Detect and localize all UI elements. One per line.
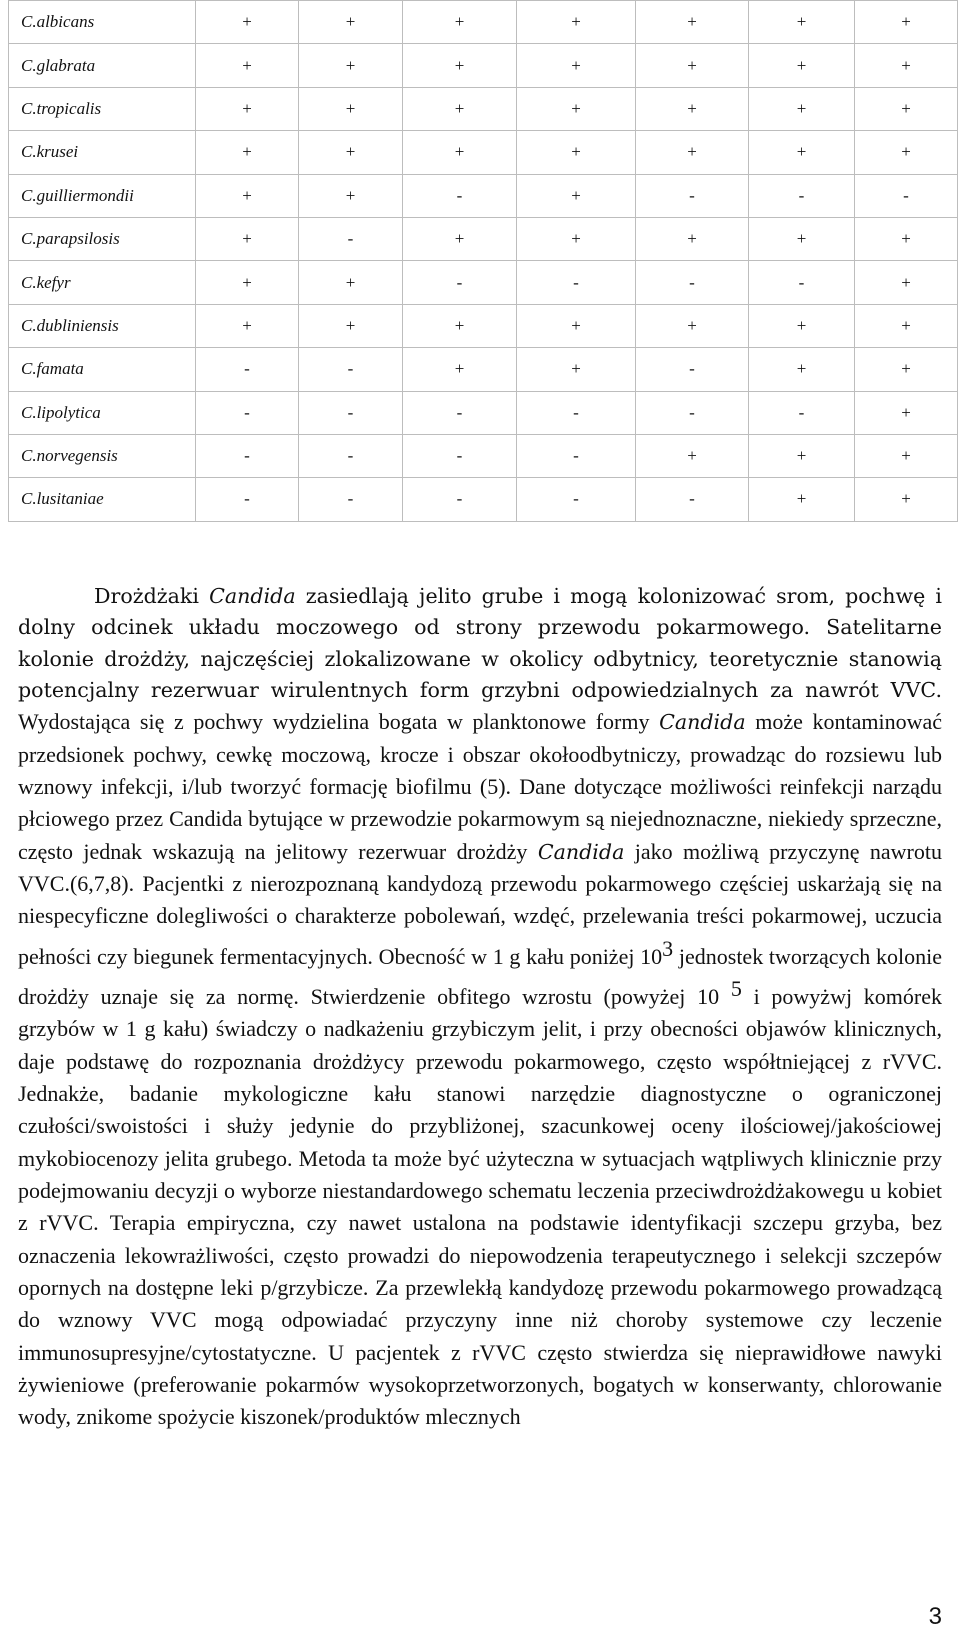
result-cell: + (855, 87, 958, 130)
result-cell: + (749, 348, 855, 391)
result-cell: - (636, 348, 749, 391)
result-cell: + (196, 87, 299, 130)
table-row (9, 87, 958, 130)
sentence-8: Metoda ta może być użyteczna w sytuacjach wątpliwych klinicznie przy podejmowaniu decyzji o wyborze niestandardowego schematu leczenia przeciwdrożdżakowegu u kobiet z rVVC. (18, 1145, 942, 1236)
result-cell: - (749, 261, 855, 304)
species-name: C.dubliniensis (9, 304, 196, 347)
result-cell: - (517, 261, 636, 304)
result-cell: + (403, 131, 517, 174)
candida-species-table (8, 0, 958, 522)
sentence-3c: jako możliwą przyczynę nawrotu VVC.(6,7,8). (18, 838, 942, 897)
result-cell: + (299, 1, 403, 44)
result-cell: + (299, 44, 403, 87)
result-cell: + (636, 131, 749, 174)
sentence-3a: Dane dotyczące możliwości reinfekcji narządu płciowego przez Candida bytujące w przewodzie pokarmowym są niejednoznaczne, niekiedy sprzeczne, często jednak wskazują na jelitowy rezerwuar drożdży (18, 774, 942, 864)
sentence-2a: Wydostająca się z pochwy wydzielina bogata w planktonowe formy (18, 709, 660, 735)
paragraph (18, 581, 942, 1434)
result-cell: - (636, 391, 749, 434)
genus-candida: Candida (537, 839, 625, 864)
result-cell: + (299, 261, 403, 304)
result-cell: + (855, 1, 958, 44)
result-cell: + (196, 1, 299, 44)
result-cell: + (299, 87, 403, 130)
result-cell: - (636, 174, 749, 217)
result-cell: - (403, 478, 517, 521)
species-name: C.norvegensis (9, 434, 196, 477)
sentence-1c: zasiedlają jelito grube i mogą kolonizować srom, pochwę i dolny odcinek układu moczowego od strony przewodu pokarmowego. Satelitarne kolonie drożdży, najczęściej zlokalizowane w okolicy odbytnicy, teoretycznie stanowią potencjalny rezerwuar wirulentnych form grzybni odpowiedzialnych za nawrót VVC. (18, 584, 943, 703)
result-cell: + (749, 434, 855, 477)
result-cell: + (403, 348, 517, 391)
table-row (9, 131, 958, 174)
result-cell: + (403, 217, 517, 260)
table-row (9, 348, 958, 391)
result-cell: + (517, 87, 636, 130)
result-cell: + (855, 478, 958, 521)
result-cell: - (299, 478, 403, 521)
result-cell: + (196, 174, 299, 217)
result-cell: + (855, 44, 958, 87)
table-body (9, 1, 958, 522)
sentence-6a: Stwierdzenie obfitego wzrostu (powyżej 10 (310, 983, 731, 1009)
result-cell: - (855, 174, 958, 217)
species-name: C.lusitaniae (9, 478, 196, 521)
table-row (9, 44, 958, 87)
result-cell: + (517, 217, 636, 260)
sentence-2c: może kontaminować przedsionek pochwy, cewkę moczową, krocze i obszar okołoodbytniczy, prowadząc do rozsiewu lub wznowy infekcji, i/lub tworzyć formację biofilmu (5). (18, 709, 942, 800)
sentence-5b: jednostek tworzących kolonie drożdży uznaje się za normę. (18, 943, 942, 1009)
result-cell: + (749, 304, 855, 347)
result-cell: + (855, 217, 958, 260)
result-cell: + (855, 131, 958, 174)
result-cell: + (636, 87, 749, 130)
genus-candida: Candida (209, 584, 296, 608)
result-cell: - (299, 434, 403, 477)
species-name: C.kefyr (9, 261, 196, 304)
sentence-4: Pacjentki z nierozpoznaną kandydozą przewodu pokarmowego częściej uskarżają się na niespecyficzne dolegliwości o charakterze pobolewań, wzdęć, przelewania treści pokarmowej, uczucia pełności czy biegunek fermentacyjnych. (18, 871, 942, 969)
result-cell: + (517, 131, 636, 174)
result-cell: + (196, 44, 299, 87)
result-cell: + (299, 304, 403, 347)
table-row (9, 434, 958, 477)
species-name: C.parapsilosis (9, 217, 196, 260)
sentence-10: Za przewlekłą kandydozę przewodu pokarmowego prowadzącą do wznowy VVC mogą odpowiadać przyczyny inne niż choroby systemowe czy leczenie immunosupresyjne/cytostatyczne. (18, 1274, 942, 1365)
species-name: C.lipolytica (9, 391, 196, 434)
genus-candida: Candida (659, 710, 746, 735)
result-cell: - (196, 391, 299, 434)
species-name: C.albicans (9, 1, 196, 44)
result-cell: + (517, 174, 636, 217)
page-number: 3 (928, 1603, 942, 1630)
table-row (9, 391, 958, 434)
result-cell: + (517, 304, 636, 347)
result-cell: + (636, 304, 749, 347)
body-text (18, 581, 942, 1434)
result-cell: - (403, 174, 517, 217)
result-cell: + (403, 1, 517, 44)
sentence-9: Terapia empiryczna, czy nawet ustalona na podstawie identyfikacji szczepu grzyba, bez oznaczenia lekowrażliwości, często prowadzi do niepowodzenia terapeutycznego i selekcji szczepów opornych na dostępne leki p/grzybicze. (18, 1210, 942, 1300)
species-name: C.famata (9, 348, 196, 391)
result-cell: + (196, 304, 299, 347)
result-cell: - (517, 434, 636, 477)
result-cell: - (403, 434, 517, 477)
result-cell: + (749, 217, 855, 260)
sentence-1a: Drożdżaki (94, 584, 210, 608)
sentence-5a: Obecność w 1 g kału poniżej 10 (378, 943, 663, 969)
table-row (9, 304, 958, 347)
result-cell: + (749, 131, 855, 174)
result-cell: + (403, 304, 517, 347)
result-cell: - (403, 391, 517, 434)
result-cell: + (636, 44, 749, 87)
result-cell: - (517, 391, 636, 434)
result-cell: - (749, 174, 855, 217)
result-cell: - (196, 478, 299, 521)
sentence-7: Jednakże, badanie mykologiczne kału stanowi narzędzie diagnostyczne o ograniczonej czułości/swoistości i służy jedynie do przybliżonej, szacunkowej oceny ilościowej/jakościowej mykobiocenozy jelita grubego. (18, 1080, 942, 1171)
result-cell: + (855, 391, 958, 434)
result-cell: + (299, 174, 403, 217)
species-name: C.tropicalis (9, 87, 196, 130)
result-cell: + (749, 1, 855, 44)
result-cell: - (636, 478, 749, 521)
result-cell: + (636, 434, 749, 477)
result-cell: + (749, 478, 855, 521)
result-cell: + (196, 131, 299, 174)
result-cell: + (636, 1, 749, 44)
result-cell: + (855, 304, 958, 347)
result-cell: - (196, 348, 299, 391)
result-cell: + (196, 217, 299, 260)
result-cell: + (196, 261, 299, 304)
result-cell: + (299, 131, 403, 174)
table-row (9, 478, 958, 521)
table-row (9, 174, 958, 217)
result-cell: - (196, 434, 299, 477)
table-row (9, 217, 958, 260)
table-row (9, 261, 958, 304)
sentence-11: U pacjentek z rVVC często stwierdza się nieprawidłowe nawyki żywieniowe (preferowanie pokarmów wysokoprzetworzonych, bogatych w konserwanty, chlorowanie wody, znikome spożycie kiszonek/produktów mlecznych (18, 1339, 942, 1430)
superscript-3: 3 (662, 935, 674, 961)
result-cell: + (636, 217, 749, 260)
result-cell: + (403, 44, 517, 87)
result-cell: + (749, 44, 855, 87)
table-row (9, 1, 958, 44)
sentence-6b: i powyżwj komórek grzybów w 1 g kału) świadczy o nadkażeniu grzybiczym jelit, i przy obecności objawów klinicznych, daje podstawę do rozpoznania drożdżycy przewodu pokarmowego, często współtniejącej z rVVC. (18, 983, 943, 1074)
result-cell: - (517, 478, 636, 521)
species-name: C.guilliermondii (9, 174, 196, 217)
species-name: C.glabrata (9, 44, 196, 87)
result-cell: + (855, 348, 958, 391)
result-cell: + (517, 1, 636, 44)
result-cell: - (299, 391, 403, 434)
result-cell: + (517, 348, 636, 391)
result-cell: - (299, 217, 403, 260)
result-cell: + (749, 87, 855, 130)
result-cell: - (749, 391, 855, 434)
result-cell: + (855, 261, 958, 304)
result-cell: + (403, 87, 517, 130)
result-cell: - (299, 348, 403, 391)
result-cell: - (636, 261, 749, 304)
superscript-5: 5 (730, 975, 742, 1001)
result-cell: + (855, 434, 958, 477)
species-name: C.krusei (9, 131, 196, 174)
result-cell: - (403, 261, 517, 304)
result-cell: + (517, 44, 636, 87)
